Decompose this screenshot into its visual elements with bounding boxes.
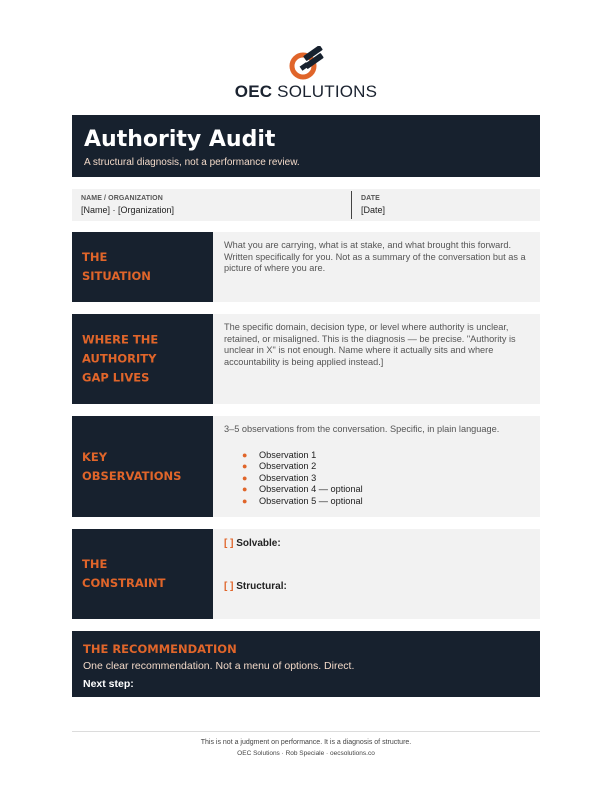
observations-heading: KEY OBSERVATIONS xyxy=(82,449,182,483)
footer-divider xyxy=(72,731,540,732)
recommendation-section xyxy=(72,631,540,697)
bullet-icon: ● xyxy=(242,461,248,471)
footer-credits: OEC Solutions · Rob Speciale · oecsolutions.co xyxy=(237,750,375,757)
document-header xyxy=(72,115,540,177)
situation-sidebar xyxy=(72,232,213,302)
document-subtitle: A structural diagnosis, not a performance review. xyxy=(84,157,300,168)
date-label: DATE xyxy=(361,195,380,202)
date-field xyxy=(361,195,385,215)
bullet-icon: ● xyxy=(242,449,248,460)
constraint-heading: THE CONSTRAINT xyxy=(82,557,166,590)
authority-gap-sidebar xyxy=(72,314,213,404)
solvable-option[interactable]: [ ] Solvable: xyxy=(224,538,281,549)
situation-heading: THE SITUATION xyxy=(82,250,151,283)
authority-gap-heading: WHERE THE AUTHORITY GAP LIVES xyxy=(82,332,159,385)
name-organization-label: NAME / ORGANIZATION xyxy=(81,195,163,202)
situation-section xyxy=(72,232,540,302)
recommendation-description: One clear recommendation. Not a menu of options. Direct. xyxy=(83,660,355,672)
observations-list xyxy=(242,450,528,508)
list-item: ● Observation 2 xyxy=(242,461,317,471)
situation-body: What you are carrying, what is at stake, and what brought this forward. Written specifically for you. Not as a summary of the conversation but as a picture of where you are. xyxy=(224,240,526,273)
info-row xyxy=(72,189,540,221)
logo-wordmark: OEC SOLUTIONS xyxy=(234,82,378,101)
authority-gap-body: The specific domain, decision type, or level where authority is unclear, retained, or misaligned. This is the diagnosis — be precise. "Authority is unclear in X" is not enough. Name where it actually sits and where accountability is being applied instead.] xyxy=(224,322,516,367)
name-organization-field xyxy=(81,195,174,215)
structural-checkbox[interactable]: [ ] xyxy=(224,580,234,592)
bullet-icon: ● xyxy=(242,472,248,483)
bullet-icon: ● xyxy=(242,484,248,494)
recommendation-heading: THE RECOMMENDATION xyxy=(83,642,237,656)
oec-logo-icon xyxy=(286,46,326,82)
constraint-sidebar xyxy=(72,529,213,619)
solvable-checkbox[interactable]: [ ] xyxy=(224,538,234,549)
constraint-section xyxy=(72,529,540,619)
list-item: ● Observation 3 xyxy=(242,472,317,483)
company-logo xyxy=(0,46,612,102)
constraint-body xyxy=(224,538,528,592)
next-step-label: Next step: xyxy=(83,678,134,690)
authority-gap-section xyxy=(72,314,540,404)
footer-disclaimer: This is not a judgment on performance. It is a diagnosis of structure. xyxy=(200,739,412,746)
document-title: Authority Audit xyxy=(84,127,276,152)
observations-sidebar xyxy=(72,416,213,517)
list-item: ● Observation 4 — optional xyxy=(242,484,363,494)
info-divider xyxy=(351,191,352,219)
observations-section xyxy=(72,416,540,517)
observations-intro: 3–5 observations from the conversation. Specific, in plain language. xyxy=(224,424,500,434)
name-organization-value: [Name] · [Organization] xyxy=(81,205,175,215)
observations-body xyxy=(224,424,528,507)
list-item: ● Observation 1 xyxy=(242,449,317,460)
list-item: ● Observation 5 — optional xyxy=(242,495,363,506)
structural-option[interactable]: [ ] Structural: xyxy=(224,580,287,592)
date-value: [Date] xyxy=(361,205,386,215)
bullet-icon: ● xyxy=(242,495,248,506)
